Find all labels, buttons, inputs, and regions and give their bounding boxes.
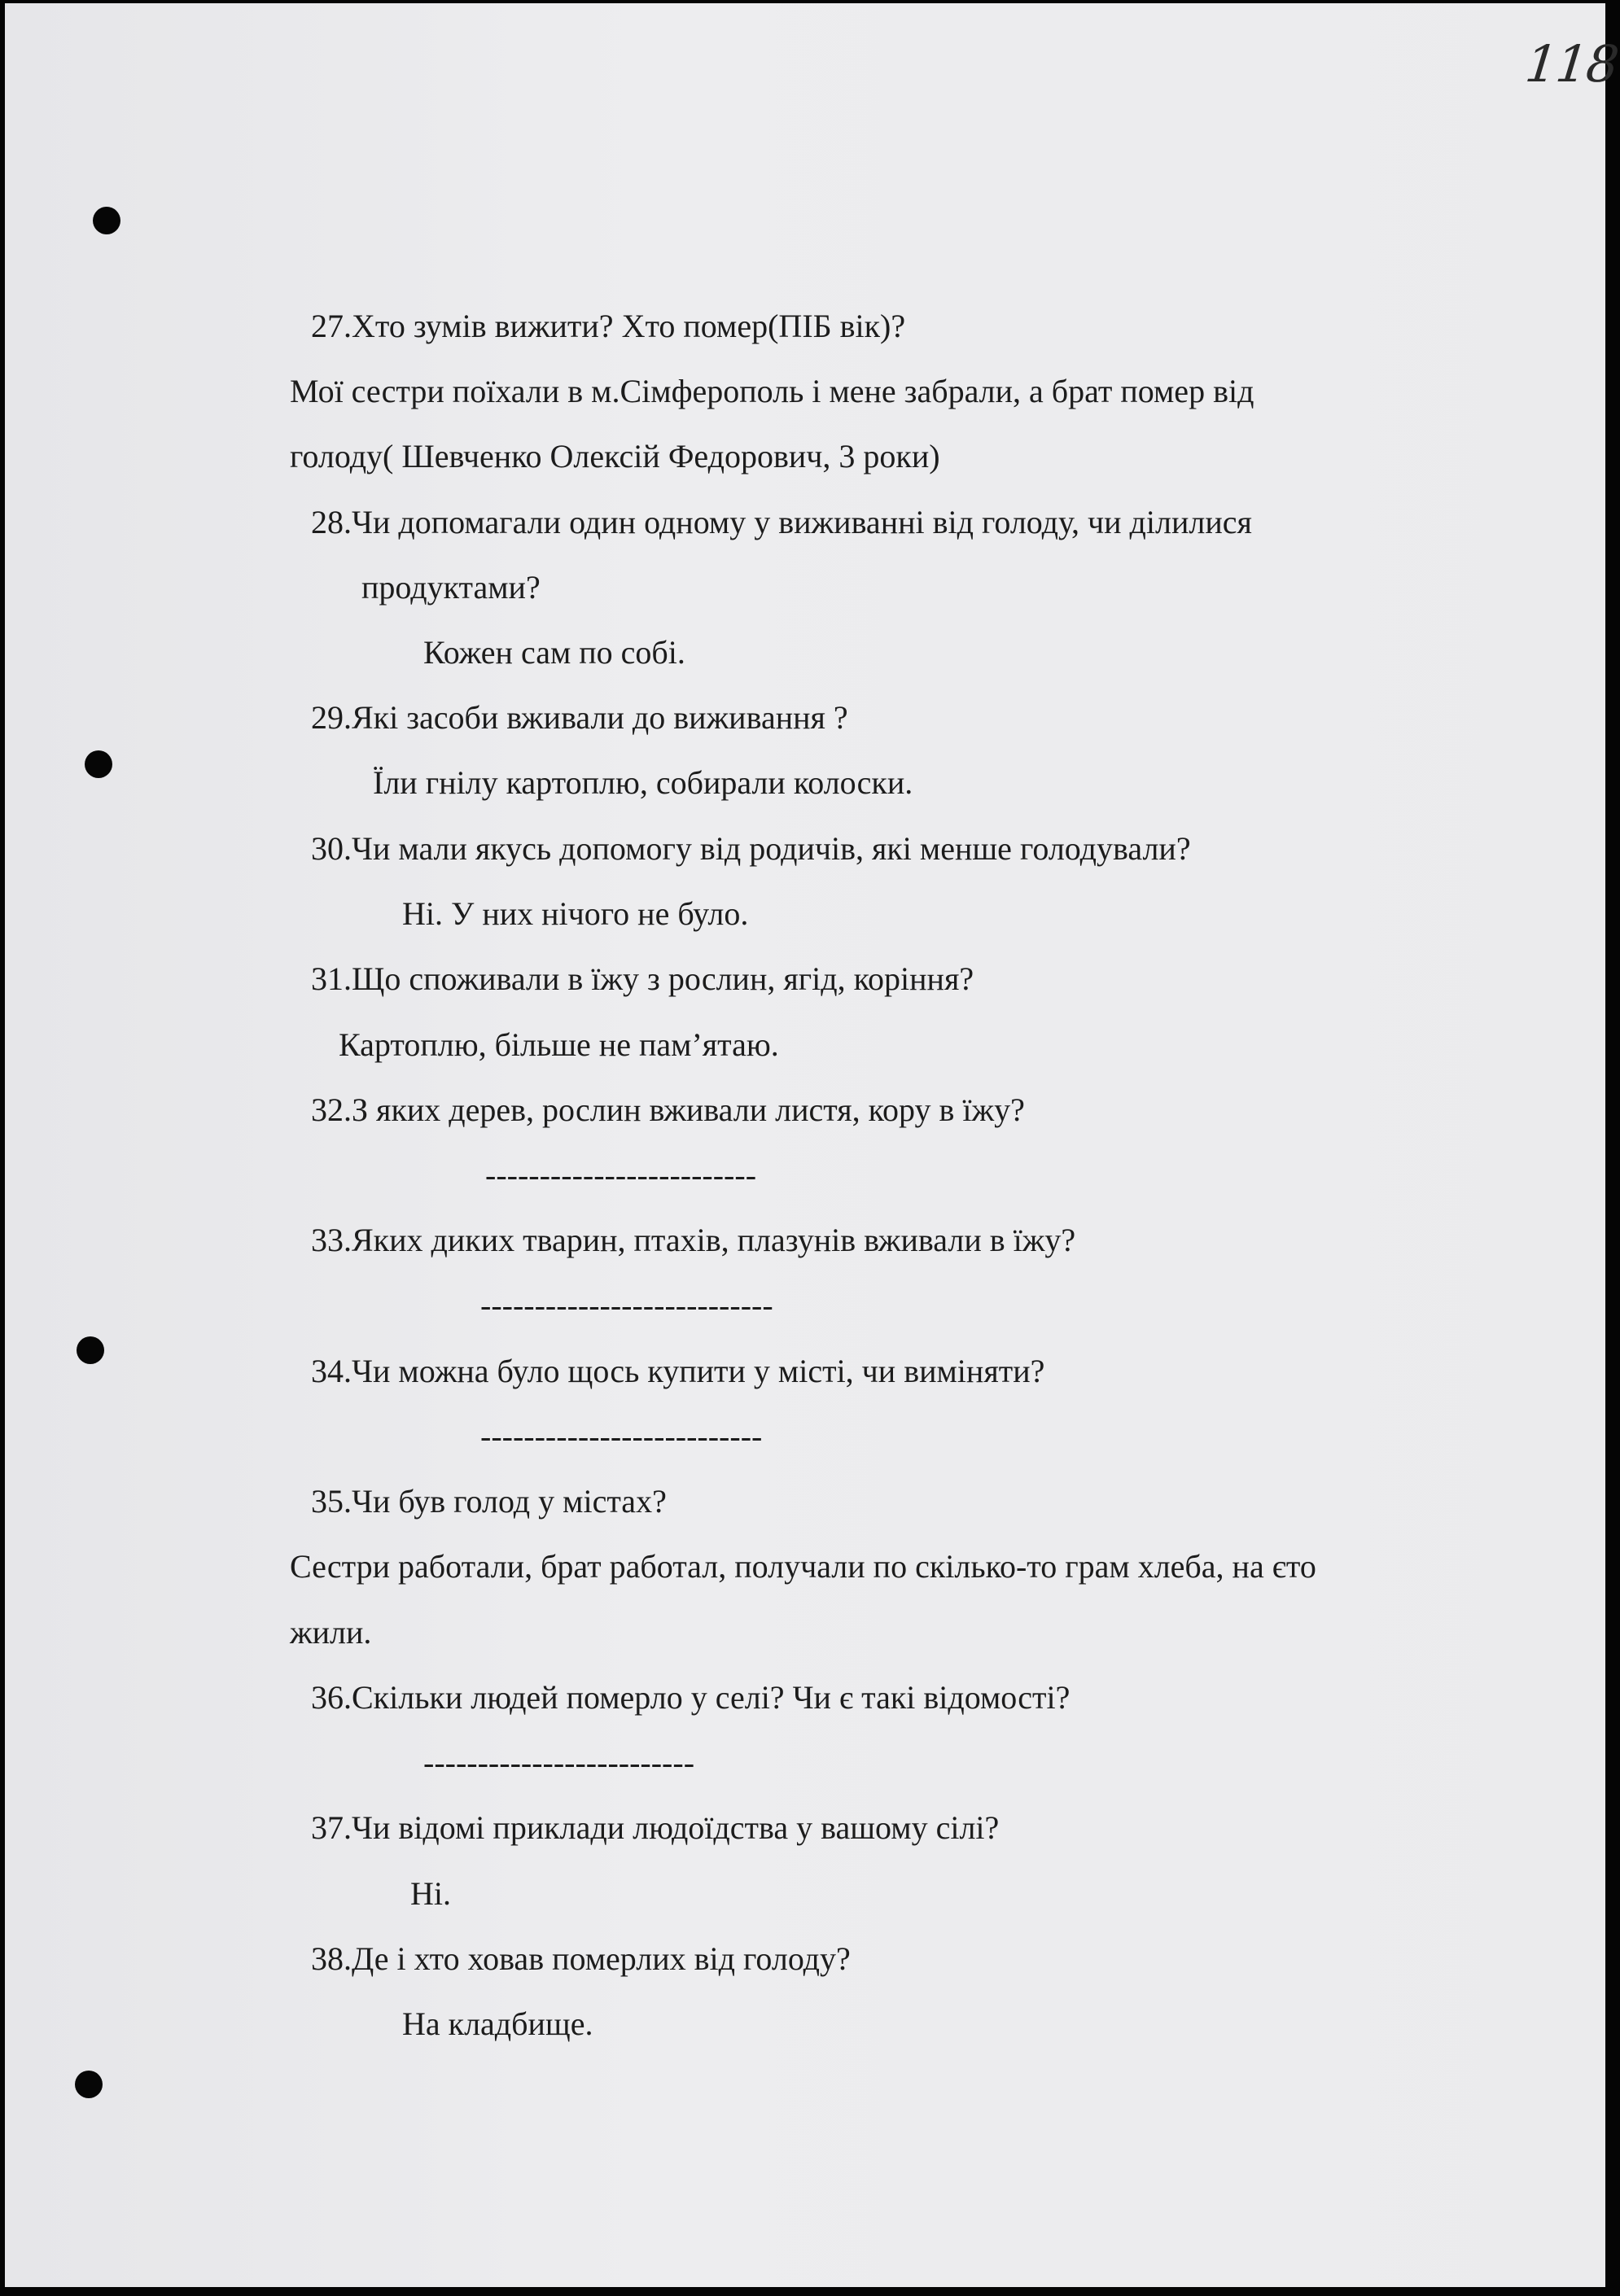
punch-hole-3 [77,1336,104,1364]
punch-hole-2 [85,750,112,778]
answer-27-line-2: голоду( Шевченко Олексій Федорович, 3 роки) [290,438,940,475]
punch-hole-4 [75,2071,103,2098]
question-32: 32.З яких дерев, рослин вживали листя, кору в їжу? [311,1091,1025,1128]
question-31: 31.Що споживали в їжу з рослин, ягід, коріння? [311,960,974,997]
answer-38: На кладбище. [402,2005,593,2042]
punch-hole-1 [93,207,120,234]
answer-28: Кожен сам по собі. [423,634,685,671]
answer-30: Ні. У них нічого не було. [402,895,749,932]
question-33: 33.Яких диких тварин, птахів, плазунів вживали в їжу? [311,1222,1076,1258]
answer-31: Картоплю, більше не пам’ятаю. [339,1026,779,1063]
document-page [5,3,1620,2287]
question-36: 36.Скільки людей померло у селі? Чи є такі відомості? [311,1679,1071,1716]
question-30: 30.Чи мали якусь допомогу від родичів, які менше голодували? [311,830,1191,867]
question-28-line-1: 28.Чи допомагали один одному у виживанні від голоду, чи ділилися [311,504,1252,540]
answer-33-dashes: --------------------------- [480,1287,773,1323]
answer-32-dashes: ------------------------- [485,1157,757,1193]
answer-34-dashes: -------------------------- [480,1418,763,1454]
answer-35-line-1: Сестри работали, брат работал, получали по скілько-то грам хлеба, на єто [290,1548,1316,1585]
answer-35-line-2: жили. [290,1614,372,1651]
answer-36-dashes: ------------------------- [423,1744,695,1781]
question-34: 34.Чи можна було щось купити у місті, чи виміняти? [311,1353,1045,1389]
question-29: 29.Які засоби вживали до виживання ? [311,699,848,736]
handwritten-page-number: 118 [1522,34,1620,94]
question-35: 35.Чи був голод у містах? [311,1483,667,1520]
answer-29: Їли гнілу картоплю, собирали колоски. [373,764,913,801]
answer-27-line-1: Мої сестри поїхали в м.Сімферополь і мене забрали, а брат помер від [290,373,1254,409]
question-38: 38.Де і хто ховав померлих від голоду? [311,1940,851,1977]
question-28-line-2: продуктами? [361,569,541,606]
question-27: 27.Хто зумів вижити? Хто помер(ПІБ вік)? [311,308,906,344]
answer-37: Ні. [410,1875,451,1912]
question-37: 37.Чи відомі приклади людоїдства у вашому сілі? [311,1809,1000,1846]
